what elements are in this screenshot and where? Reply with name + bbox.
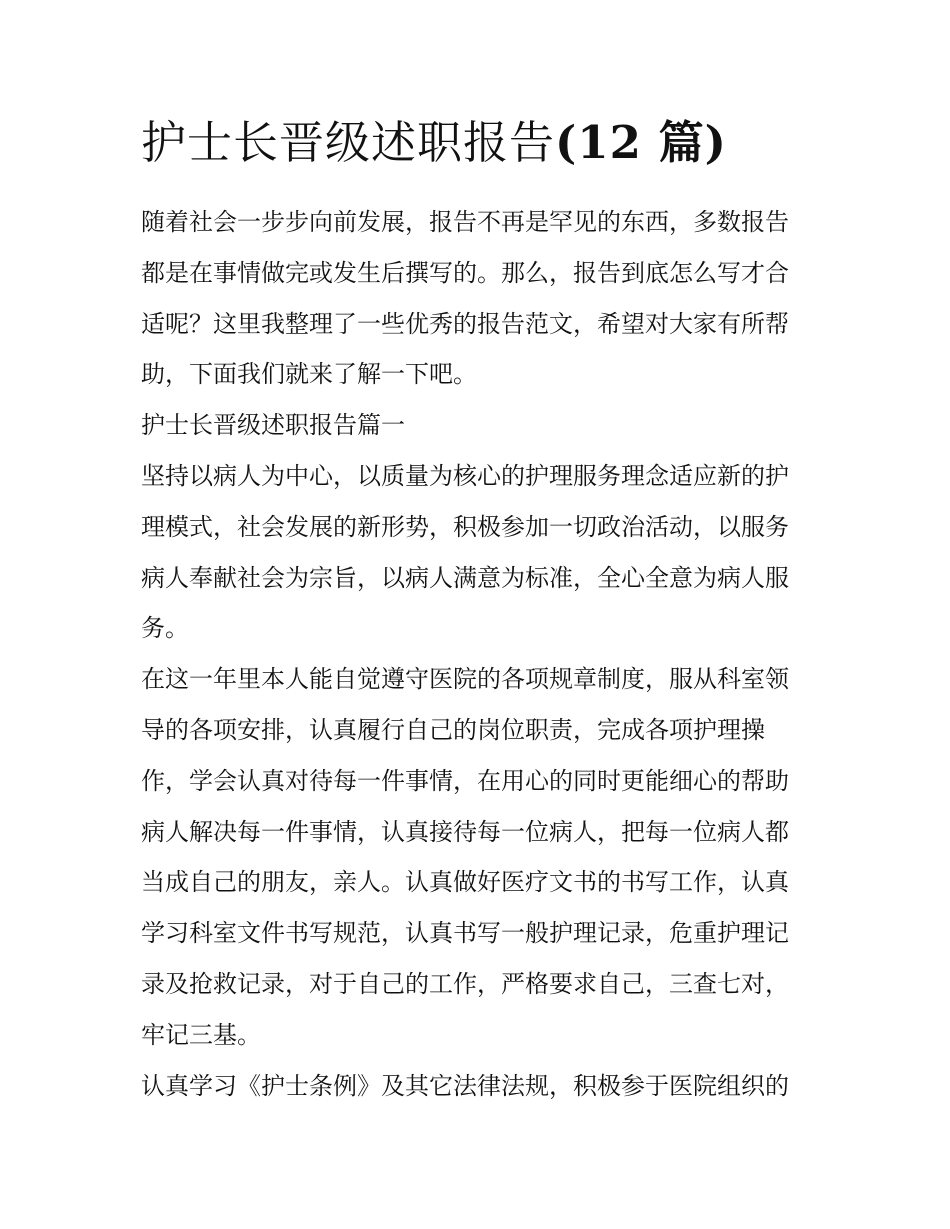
body-line: 录及抢救记录，对于自己的工作，严格要求自己，三查七对， xyxy=(141,969,789,998)
body-line: 导的各项安排，认真履行自己的岗位职责，完成各项护理操 xyxy=(141,715,765,744)
document-body xyxy=(141,197,813,1111)
body-line: 病人解决每一件事情，认真接待每一位病人，把每一位病人都 xyxy=(141,817,789,846)
body-line: 学习科室文件书写规范，认真书写一般护理记录，危重护理记 xyxy=(141,919,789,948)
body-line: 病人奉献社会为宗旨，以病人满意为标准，全心全意为病人服 xyxy=(141,563,789,592)
body-line: 理模式，社会发展的新形势，积极参加一切政治活动，以服务 xyxy=(141,512,789,541)
body-line: 适呢？这里我整理了一些优秀的报告范文，希望对大家有所帮 xyxy=(141,309,789,338)
document-title xyxy=(141,112,841,174)
body-line: 当成自己的朋友，亲人。认真做好医疗文书的书写工作，认真 xyxy=(141,868,789,897)
section-heading: 护士长晋级述职报告篇一 xyxy=(141,411,405,440)
title-count: (12 篇) xyxy=(555,116,727,169)
body-line: 务。 xyxy=(141,614,189,643)
body-line: 都是在事情做完或发生后撰写的。那么，报告到底怎么写才合 xyxy=(141,258,789,287)
title-text: 护士长晋级述职报告 xyxy=(141,116,556,169)
body-line: 认真学习《护士条例》及其它法律法规，积极参于医院组织的 xyxy=(141,1071,789,1100)
body-line: 坚持以病人为中心，以质量为核心的护理服务理念适应新的护 xyxy=(141,461,789,490)
body-line: 牢记三基。 xyxy=(141,1020,261,1049)
body-line: 在这一年里本人能自觉遵守医院的各项规章制度，服从科室领 xyxy=(141,665,789,694)
body-line: 作，学会认真对待每一件事情，在用心的同时更能细心的帮助 xyxy=(141,766,789,795)
body-line: 助，下面我们就来了解一下吧。 xyxy=(141,360,477,389)
body-line: 随着社会一步步向前发展，报告不再是罕见的东西，多数报告 xyxy=(141,208,789,236)
